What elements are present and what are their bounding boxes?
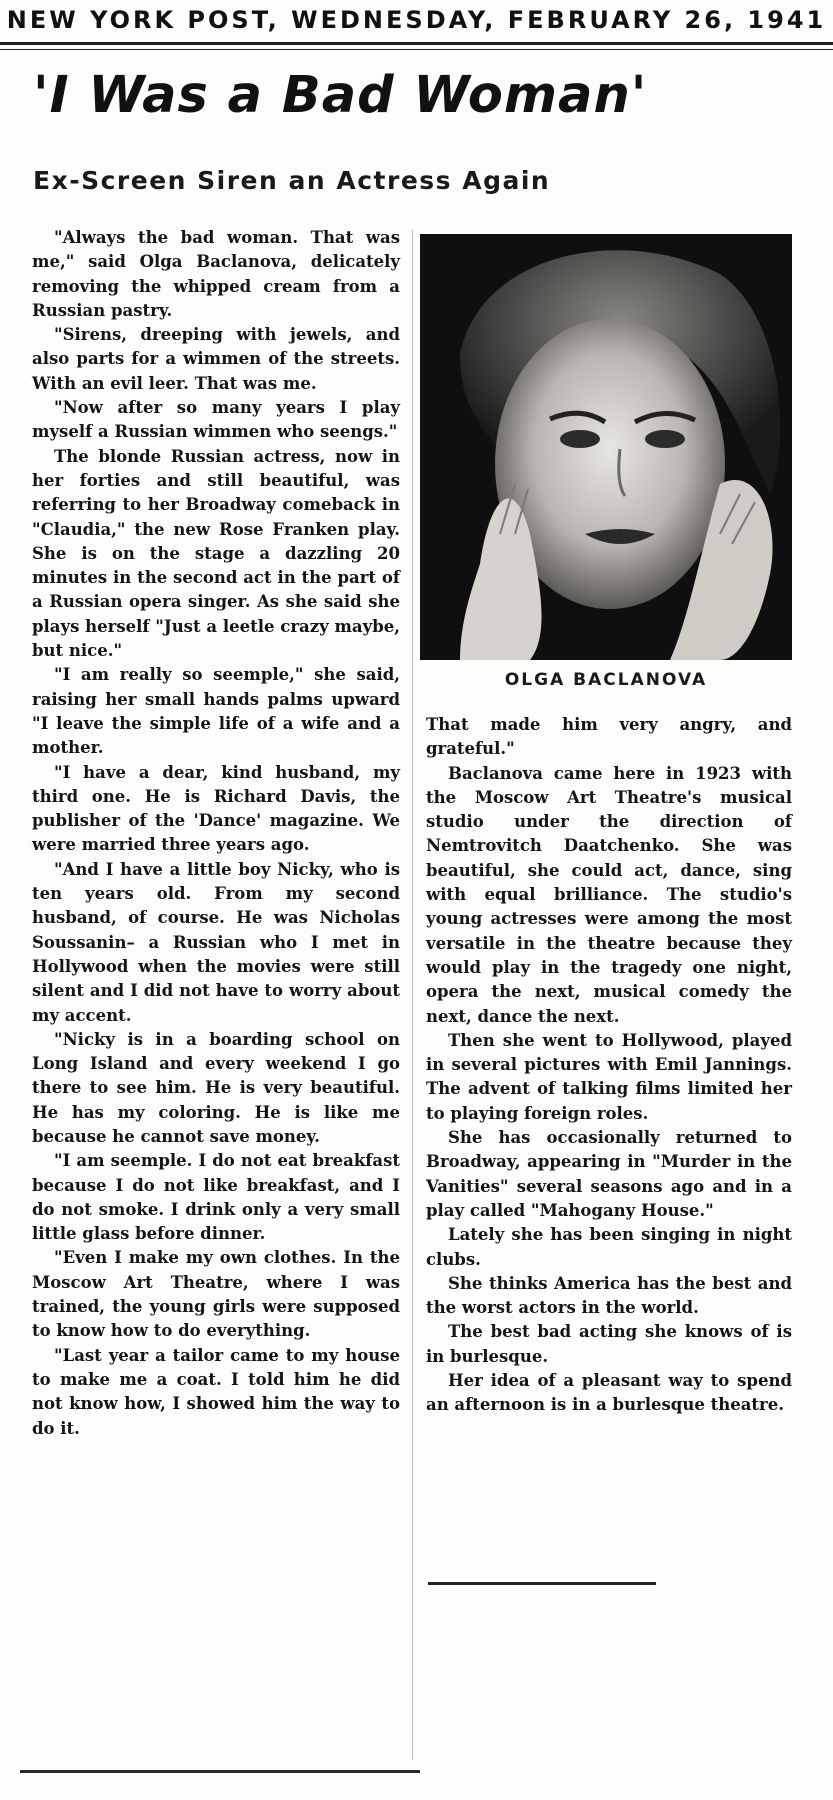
paragraph: The best bad acting she knows of is in burlesque.	[426, 1322, 792, 1366]
masthead-rule	[0, 42, 833, 45]
article-column-right	[426, 713, 792, 1418]
paragraph: She thinks America has the best and the worst actors in the world.	[426, 1273, 792, 1318]
column-divider	[412, 230, 413, 1760]
paragraph: "Sirens, dreeping with jewels, and also parts for a wimmen of the streets. With an evil leer. That was me.	[32, 325, 400, 393]
portrait-photo	[420, 234, 792, 660]
paragraph: "Always the bad woman. That was me," said Olga Baclanova, delicately removing the whipped cream from a Russian pastry.	[32, 228, 400, 320]
paragraph-continuation: That made him very angry, and grateful."	[426, 715, 792, 759]
paragraph: The blonde Russian actress, now in her forties and still beautiful, was referring to her Broadway comeback in "Claudia," the new Rose Franken play. She is on the stage a dazzling 20 minutes in the second act in the part of a Russian opera singer. As she said she plays herself "Just a leetle crazy maybe, but nice."	[32, 446, 400, 661]
paragraph: Her idea of a pleasant way to spend an afternoon is in a burlesque theatre.	[426, 1371, 792, 1415]
paragraph: "And I have a little boy Nicky, who is ten years old. From my second husband, of course. He was Nicholas Soussanin– a Russian who I met in Hollywood when the movies were still silent and I did not have to worry about my accent.	[32, 859, 400, 1025]
paragraph: She has occasionally returned to Broadway, appearing in "Murder in the Vanities" several seasons ago and in a play called "Mahogany House."	[426, 1128, 792, 1220]
paragraph: "Even I make my own clothes. In the Moscow Art Theatre, where I was trained, the young girls were supposed to know how to do everything.	[32, 1248, 400, 1341]
article-end-rule	[428, 1582, 656, 1585]
paragraph: Then she went to Hollywood, played in several pictures with Emil Jannings. The advent of talking films limited her to playing foreign roles.	[426, 1030, 792, 1123]
paragraph: "I have a dear, kind husband, my third one. He is Richard Davis, the publisher of the 'Dance' magazine. We were married three years ago.	[32, 762, 400, 855]
paragraph: "Now after so many years I play myself a Russian wimmen who seengs."	[32, 398, 400, 442]
article-headline: 'I Was a Bad Woman'	[33, 66, 648, 125]
paragraph: "Last year a tailor came to my house to make me a coat. I told him he did not know how, I showed him the way to do it.	[32, 1345, 400, 1438]
article-subhead: Ex-Screen Siren an Actress Again	[33, 166, 551, 195]
paragraph: "I am seemple. I do not eat breakfast because I do not like breakfast, and I do not smoke. I drink only a very small little glass before dinner.	[32, 1151, 400, 1244]
paragraph: "Nicky is in a boarding school on Long Island and every weekend I go there to see him. He is very beautiful. He has my coloring. He is like me because he cannot save money.	[32, 1029, 400, 1146]
paragraph: "I am really so seemple," she said, raising her small hands palms upward "I leave the simple life of a wife and a mother.	[32, 665, 400, 758]
photo-caption: OLGA BACLANOVA	[504, 670, 708, 690]
paragraph: Baclanova came here in 1923 with the Moscow Art Theatre's musical studio under the direction of Nemtrovitch Daatchenko. She was beautiful, she could act, dance, sing with equal brilliance. The studio's young actresses were among the most versatile in the theatre because they would play in the tragedy one night, opera the next, musical comedy the next, dance the next.	[426, 763, 792, 1026]
article-column-left	[32, 226, 400, 1441]
paragraph: Lately she has been singing in night clubs.	[426, 1225, 792, 1269]
newspaper-masthead: NEW YORK POST, WEDNESDAY, FEBRUARY 26, 1941	[6, 6, 827, 34]
page-bottom-rule	[20, 1770, 420, 1773]
masthead-rule-thin	[0, 49, 833, 50]
